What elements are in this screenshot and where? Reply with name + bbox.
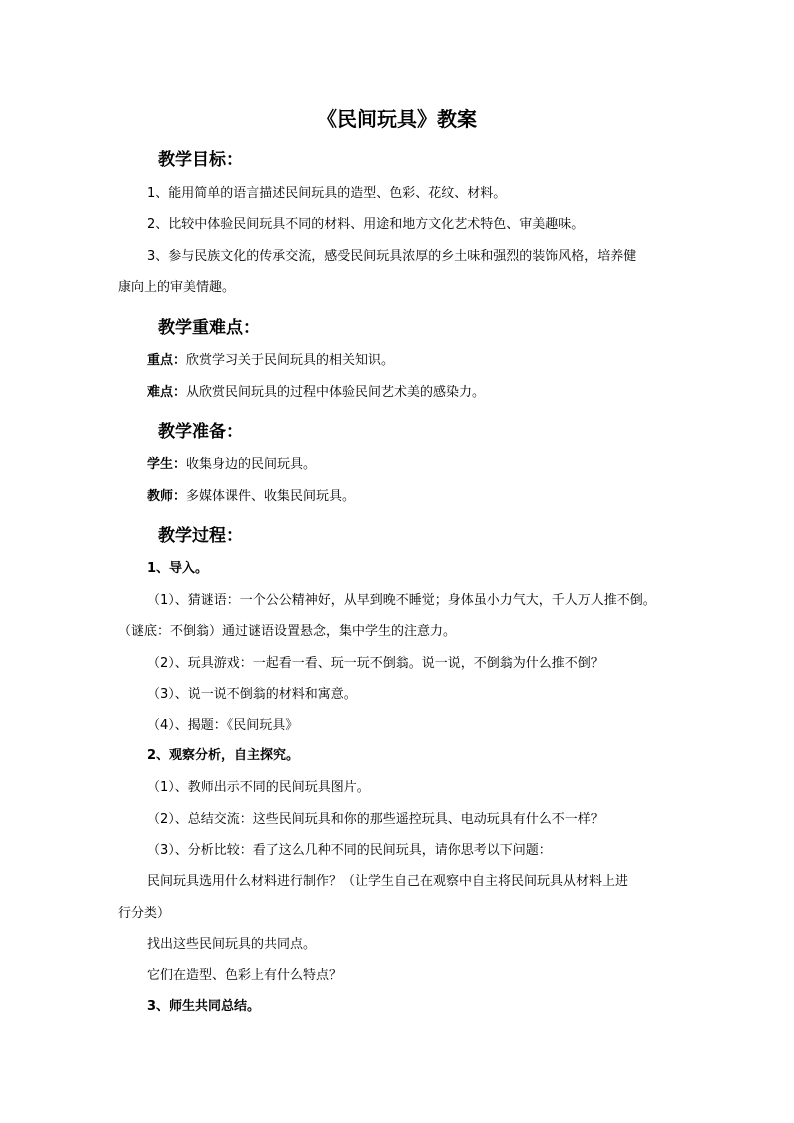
teacher-label: 教师： [147,489,187,504]
step-2-title: 2、观察分析，自主探究。 [147,748,300,763]
teacher-text: 多媒体课件、收集民间玩具。 [186,489,356,504]
step-1-part-3: （3）、说一说不倒翁的材料和寓意。 [147,687,357,702]
objective-1: 1、能用简单的语言描述民间玩具的造型、色彩、花纹、材料。 [147,186,507,201]
student-label: 学生： [147,457,187,472]
difficulty-label: 难点： [147,385,187,400]
objectives-heading: 教学目标： [158,150,243,170]
objective-3-line-1: 3、参与民族文化的传承交流，感受民间玩具浓厚的乡土味和强烈的装饰风格，培养健 [147,249,637,264]
step-2-part-3: （3）、分析比较：看了这么几种不同的民间玩具，请你思考以下问题： [147,843,552,858]
objective-2: 2、比较中体验民间玩具不同的材料、用途和地方文化艺术特色、审美趣味。 [147,217,585,232]
teacher-line [147,487,355,507]
step-1-part-2: （2）、玩具游戏：一起看一看、玩一玩不倒翁。说一说，不倒翁为什么推不倒？ [147,656,604,671]
objective-3-line-2: 康向上的审美情趣。 [118,280,236,295]
focus-text: 欣赏学习关于民间玩具的相关知识。 [186,353,395,368]
step-1-part-4: （4）、揭题：《民间玩具》 [147,718,299,733]
difficulty-text: 从欣赏民间玩具的过程中体验民间艺术美的感染力。 [186,385,486,400]
preparation-heading: 教学准备： [158,422,243,442]
step-1-part-1-line-2: （谜底：不倒翁）通过谜语设置悬念，集中学生的注意力。 [118,624,457,639]
document-title: 《民间玩具》教案 [317,107,477,131]
process-heading: 教学过程： [158,526,243,546]
question-1-line-1: 民间玩具选用什么材料进行制作？（让学生自己在观察中自主将民间玩具从材料上进 [147,874,629,889]
focus-label: 重点： [147,353,187,368]
student-line [147,455,316,475]
difficulty-line [147,383,485,403]
step-2-part-2: （2）、总结交流：这些民间玩具和你的那些遥控玩具、电动玩具有什么不一样？ [147,812,604,827]
question-1-line-2: 行分类） [118,906,171,921]
step-1-title: 1、导入。 [147,561,209,576]
step-3-title: 3、师生共同总结。 [147,999,261,1014]
step-2-part-1: （1）、教师出示不同的民间玩具图片。 [147,780,370,795]
key-points-heading: 教学重难点： [158,318,260,338]
question-3: 它们在造型、色彩上有什么特点？ [147,968,343,983]
student-text: 收集身边的民间玩具。 [186,457,317,472]
step-1-part-1-line-1: （1）、猜谜语：一个公公精神好，从早到晚不睡觉；身体虽小力气大，千人万人推不倒。 [147,593,656,608]
question-2: 找出这些民间玩具的共同点。 [147,937,317,952]
focus-line [147,351,394,371]
